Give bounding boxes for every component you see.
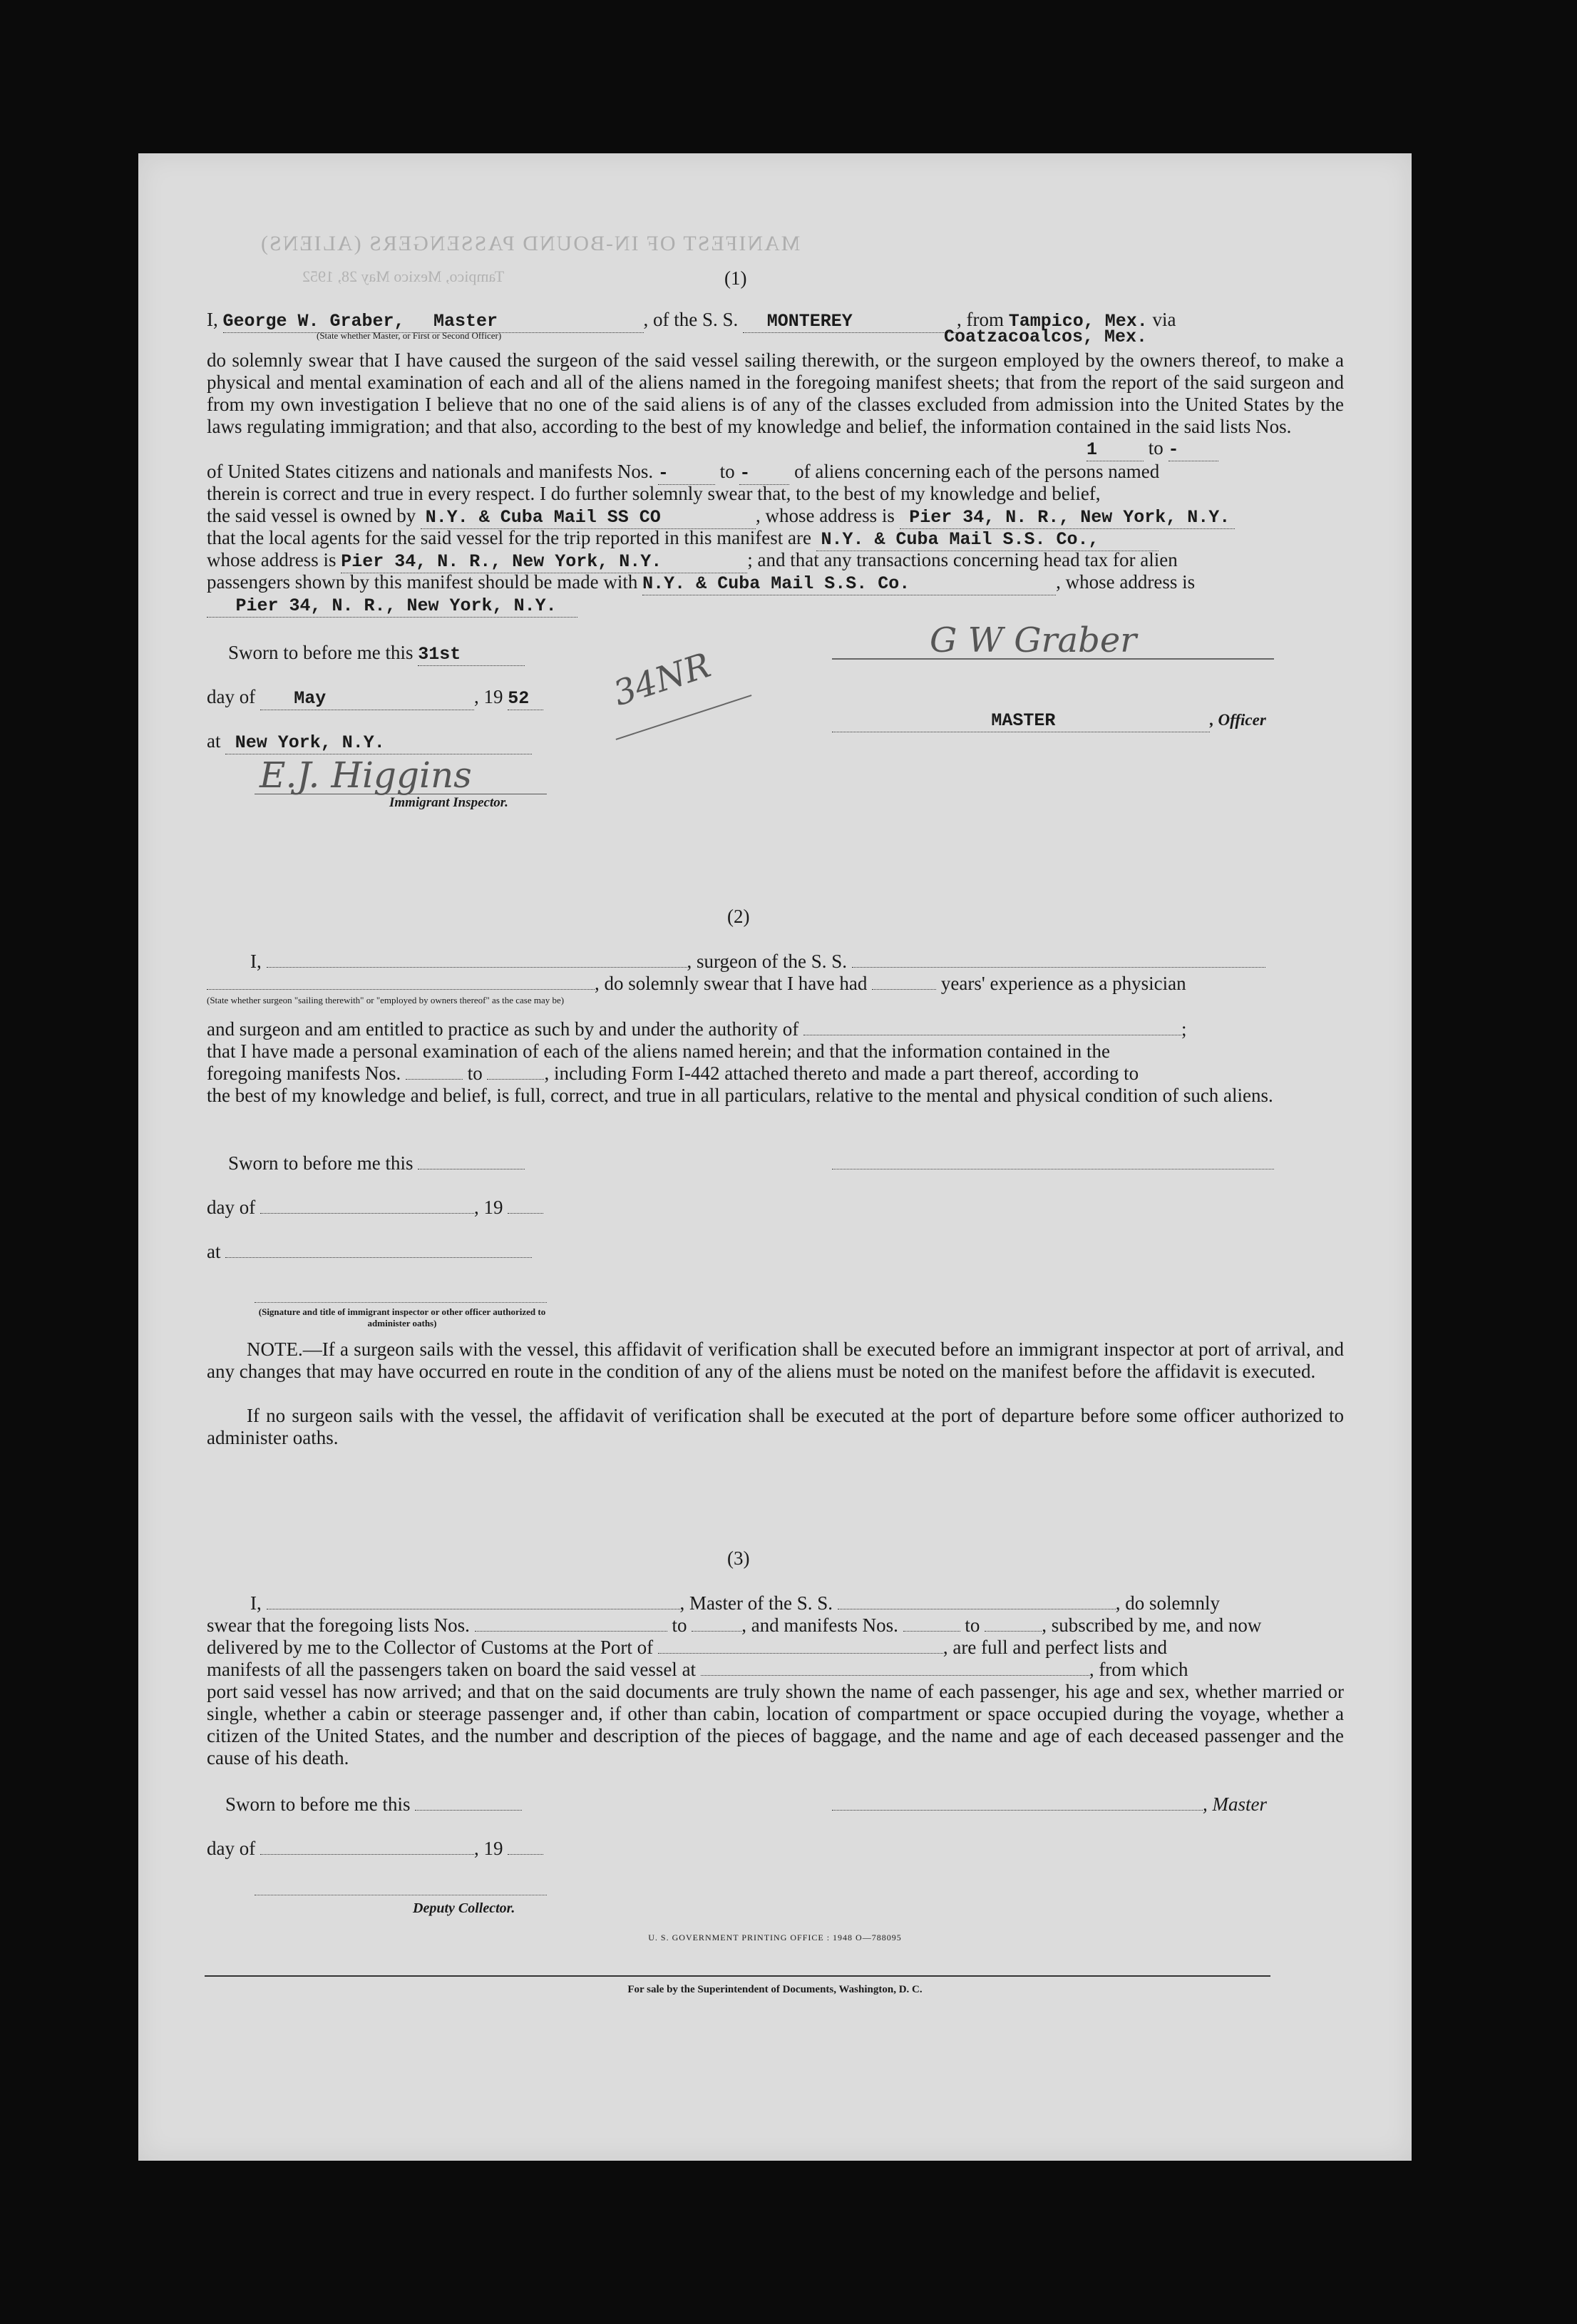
passengers-label: passengers shown by this manifest should be made with: [207, 571, 638, 593]
of-ss-label: , of the S. S.: [643, 309, 739, 330]
head-tax-label: ; and that any transactions concerning head tax for alien: [747, 549, 1178, 570]
manifests-to: -: [739, 463, 751, 483]
master-of-label: , Master of the S. S.: [679, 1592, 833, 1614]
from-which-label: , from which: [1089, 1659, 1188, 1680]
via-label: via: [1152, 309, 1176, 330]
from-port: Tampico, Mex.: [1008, 311, 1148, 332]
sworn-label: Sworn to before me this: [228, 642, 413, 663]
inspector-signature: E.J. Higgins: [260, 754, 472, 796]
passengers-line: [207, 571, 1195, 595]
vessel-field: [743, 309, 957, 333]
owner-address-label: , whose address is: [755, 505, 895, 526]
signature-title-note: (Signature and title of immigrant inspector or other officer authorized to administer oaths): [258, 1306, 546, 1329]
section-1-number: (1): [724, 267, 747, 289]
lists-numbers: [1087, 437, 1218, 461]
manifests-from: -: [657, 463, 669, 483]
officer-line: [832, 708, 1266, 732]
printing-office-note: U. S. GOVERNMENT PRINTING OFFICE : 1948 O—788095: [648, 1933, 902, 1942]
master-line-3: [832, 1793, 1267, 1816]
agent-address-line: [207, 549, 1178, 573]
lists-label-3: swear that the foregoing lists Nos.: [207, 1614, 470, 1636]
vessel-name: MONTEREY: [766, 311, 853, 332]
tax-address-line: [207, 593, 577, 618]
owned-by-label: the said vessel is owned by: [207, 505, 416, 526]
sworn-line-1: [228, 642, 525, 666]
at-line-2: [207, 1241, 532, 1263]
section-2-line-6: the best of my knowledge and belief, is full, correct, and true in all particulars, relative to the mental and physical condition of such aliens.: [207, 1085, 1273, 1106]
lists-to: -: [1168, 439, 1179, 460]
year-prefix-3: , 19: [473, 1838, 503, 1859]
authority-label: and surgeon and am entitled to practice as such by and under the authority of: [207, 1018, 799, 1040]
manifest-page: [138, 153, 1412, 2161]
via-port: Coatzacoalcos, Mex.: [944, 327, 1148, 347]
owner-name: N.Y. & Cuba Mail SS CO: [425, 507, 661, 528]
section-3-line-3: [207, 1637, 1167, 1659]
for-sale-note: For sale by the Superintendent of Documents, Washington, D. C.: [627, 1984, 923, 1995]
officer-signature-line-2: [255, 1302, 547, 1303]
day-of-line-3: [207, 1838, 543, 1860]
section-1-paragraph: do solemnly swear that I have caused the surgeon of the said vessel sailing therewith, or the surgeon employed by the owners thereof, to make a physical and mental examination of each and all of the aliens named in the foregoing manifest sheets; that from the report of the said surgeon and from my own investigation I believe that no one of the said aliens is of any of the classes excluded from admission into the United States by the laws regulating immigration; and that also, according to the best of my knowledge and belief, the information contained in the said lists Nos.: [207, 349, 1344, 437]
form-i442-label: , including Form I-442 attached thereto and made a part thereof, according to: [544, 1063, 1139, 1084]
foregoing-manifests-label: foregoing manifests Nos.: [207, 1063, 401, 1084]
at-label: at: [207, 730, 221, 752]
agent-address-label: whose address is: [207, 549, 337, 570]
to-label-5: to: [965, 1614, 980, 1636]
day-of-label-2: day of: [207, 1197, 256, 1218]
manifests-label-3: , and manifests Nos.: [741, 1614, 898, 1636]
surgeon-state-note: (State whether surgeon "sailing therewith" or "employed by owners thereof" as the case may be): [207, 995, 565, 1005]
state-whether-master-note: (State whether Master, or First or Second Officer): [317, 330, 502, 341]
us-citizens-line: [207, 461, 1159, 485]
section-3-line-4: [207, 1659, 1188, 1681]
aliens-concerning-label: of aliens concerning each of the persons named: [794, 461, 1160, 482]
section-3-number: (3): [727, 1547, 750, 1569]
section-2-line-1: [250, 951, 1265, 973]
swear-label: , do solemnly swear that I have had: [595, 973, 868, 994]
master-title: Master: [433, 311, 498, 332]
stamp-34nr: 34NR: [608, 645, 716, 715]
master-signature-line: [832, 658, 1274, 660]
to-label-2: to: [719, 461, 735, 482]
year-prefix-2: , 19: [473, 1197, 503, 1218]
day-of-label-3: day of: [207, 1838, 256, 1859]
agent-name: N.Y. & Cuba Mail S.S. Co.,: [821, 529, 1099, 550]
deputy-collector-label: Deputy Collector.: [413, 1900, 515, 1916]
sworn-line-2: [228, 1152, 525, 1174]
i-label-3: I,: [250, 1592, 262, 1614]
agent-address: Pier 34, N. R., New York, N.Y.: [341, 551, 662, 572]
faded-header: MANIFEST OF IN-BOUND PASSENGERS (ALIENS): [260, 232, 801, 255]
note-2: If no surgeon sails with the vessel, the affidavit of verification shall be executed at the port of departure before some officer authorized to administer oaths.: [207, 1405, 1344, 1448]
master-signature: G W Graber: [930, 620, 1137, 660]
at-line-1: [207, 730, 532, 754]
master-rank: MASTER: [991, 710, 1056, 731]
section-2-line-5: [207, 1063, 1139, 1085]
master-name: George W. Graber,: [222, 311, 405, 332]
sworn-day: 31st: [418, 644, 461, 665]
years-label: years' experience as a physician: [940, 973, 1186, 994]
sworn-label-3: Sworn to before me this: [225, 1793, 411, 1815]
immigrant-inspector-label: Immigrant Inspector.: [389, 795, 508, 810]
subscribed-label: , subscribed by me, and now: [1042, 1614, 1262, 1636]
local-agents-line: [207, 527, 1159, 551]
master-label-3: , Master: [1203, 1793, 1267, 1815]
section-3-line-2: [207, 1614, 1261, 1637]
owner-address: Pier 34, N. R., New York, N.Y.: [909, 507, 1231, 528]
note-1: NOTE.—If a surgeon sails with the vessel, this affidavit of verification shall be executed before an immigrant inspector at port of arrival, and any changes that may have occurred en route in the condition of any of the aliens must be noted on the manifest before the affidavit is executed.: [207, 1338, 1344, 1382]
local-agents-label: that the local agents for the said vessel for the trip reported in this manifest are: [207, 527, 811, 548]
section-3-line-1: [250, 1592, 1220, 1614]
day-of-line-1: [207, 686, 543, 710]
day-of-line-2: [207, 1197, 543, 1219]
surgeon-of-label: , surgeon of the S. S.: [687, 951, 848, 972]
owned-by-line: [207, 505, 1235, 529]
sworn-line-3: [225, 1793, 522, 1816]
to-label-3: to: [467, 1063, 483, 1084]
therein-line: therein is correct and true in every respect. I do further solemnly swear that, to the best of my knowledge and belief,: [207, 483, 1101, 504]
tax-agent: N.Y. & Cuba Mail S.S. Co.: [642, 573, 910, 594]
faded-header-date: Tampico, Mexico May 28, 1952: [302, 267, 505, 285]
sworn-month: May: [294, 688, 327, 709]
sworn-place: New York, N.Y.: [235, 732, 385, 753]
solemnly-label: , do solemnly: [1115, 1592, 1220, 1614]
section-1-line-1: [207, 309, 1376, 333]
us-citizens-label: of United States citizens and nationals and manifests Nos.: [207, 461, 654, 482]
tax-address: Pier 34, N. R., New York, N.Y.: [235, 595, 557, 616]
day-of-label: day of: [207, 686, 256, 707]
at-label-2: at: [207, 1241, 221, 1262]
to-label: to: [1148, 437, 1164, 459]
section-2-number: (2): [727, 906, 750, 927]
lists-from: 1: [1087, 439, 1098, 460]
officer-label: , Officer: [1210, 711, 1266, 729]
tax-address-label: , whose address is: [1056, 571, 1196, 593]
i-label-2: I,: [250, 951, 262, 972]
collector-port-label: delivered by me to the Collector of Customs at the Port of: [207, 1637, 654, 1658]
taken-on-board-label: manifests of all the passengers taken on board the said vessel at: [207, 1659, 697, 1680]
footer-rule: [205, 1975, 1270, 1977]
section-2-line-3: and surgeon and am entitled to practice as such by and under the authority of ;: [207, 1018, 1187, 1040]
master-name-field: [223, 309, 644, 333]
year-prefix: , 19: [473, 686, 503, 707]
sworn-label-2: Sworn to before me this: [228, 1152, 413, 1174]
section-2-line-2: [207, 973, 1186, 995]
from-label: , from: [957, 309, 1004, 330]
full-perfect-label: , are full and perfect lists and: [942, 1637, 1168, 1658]
to-label-4: to: [672, 1614, 687, 1636]
section-2-line-4: that I have made a personal examination of each of the aliens named herein; and that the information contained in the: [207, 1040, 1111, 1062]
i-label: I,: [207, 309, 218, 330]
sworn-year: 52: [508, 688, 530, 709]
section-3-paragraph: port said vessel has now arrived; and that on the said documents are truly shown the name of each passenger, his age and sex, whether married or single, whether a cabin or steerage passenger and, if other than cabin, location of compartment or space occupied during the voyage, whether a citizen of the United States, and the number and description of the pieces of baggage, and the name and age of each deceased passenger and the cause of his death.: [207, 1681, 1344, 1768]
